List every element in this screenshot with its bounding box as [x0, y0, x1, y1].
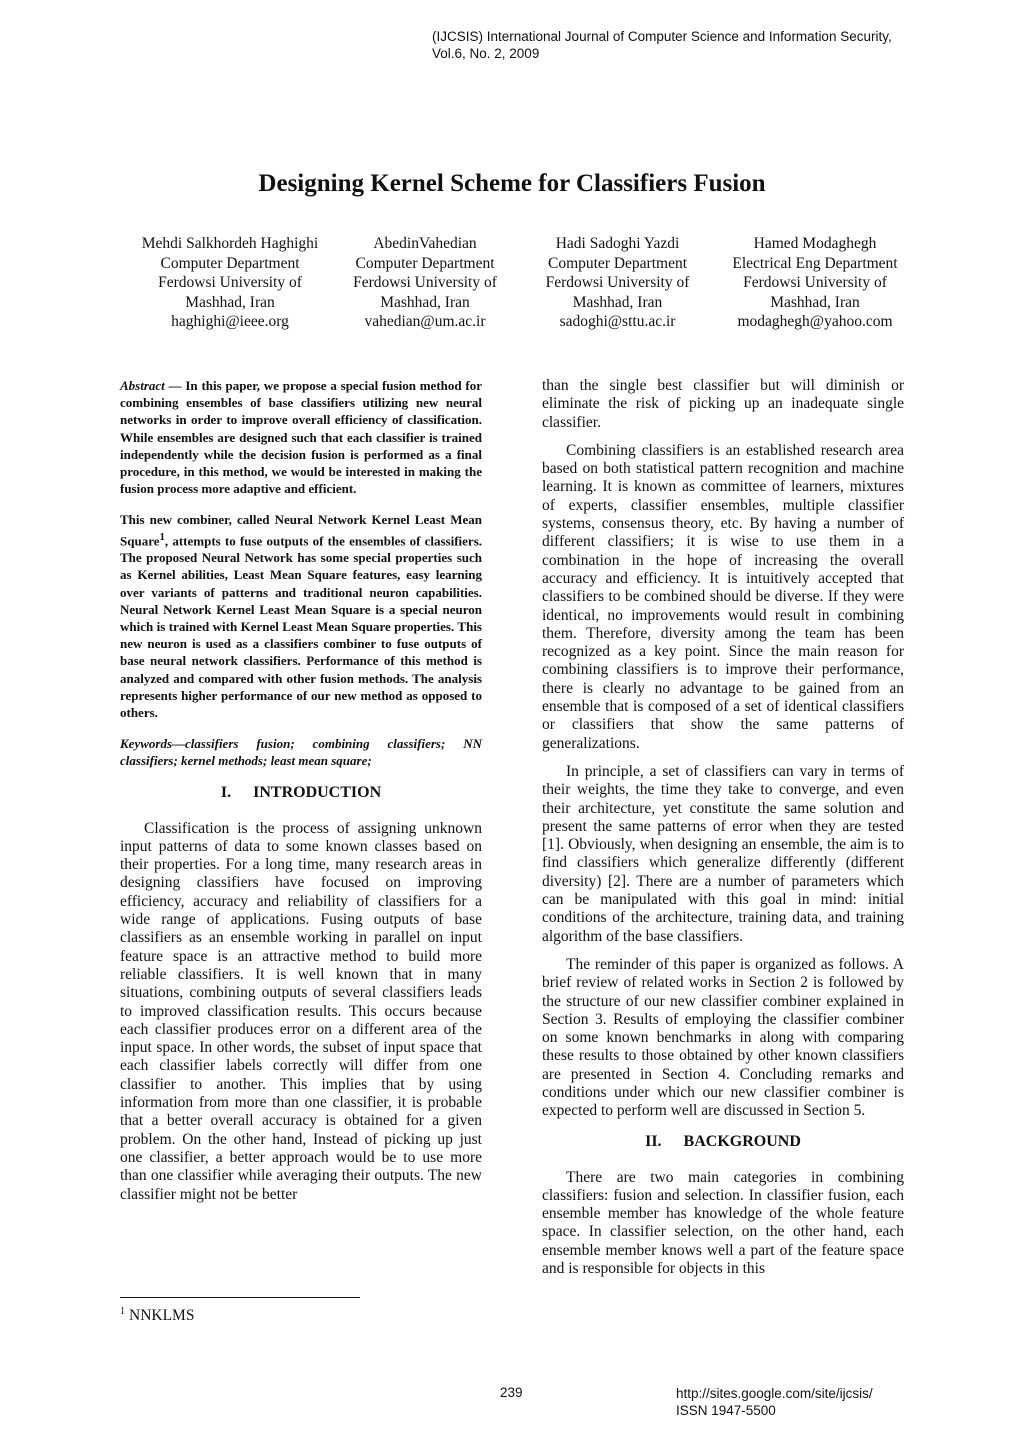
abstract-paragraph-2 [120, 511, 482, 721]
author-city: Mashhad, Iran [185, 293, 275, 311]
issn: ISSN 1947-5500 [676, 1403, 776, 1418]
author-email: haghighi@ieee.org [171, 313, 289, 330]
author-university: Ferdowsi University of [353, 274, 497, 291]
footnote-divider [120, 1297, 360, 1298]
journal-url: http://sites.google.com/site/ijcsis/ [676, 1386, 873, 1401]
author-email: vahedian@um.ac.ir [364, 313, 486, 330]
section-title: INTRODUCTION [253, 783, 382, 801]
author-name: Hadi Sadoghi Yazdi [555, 235, 680, 252]
author-university: Ferdowsi University of [158, 274, 302, 291]
footnote-mark: 1 [120, 1306, 125, 1317]
author-name: Hamed Modaghegh [753, 235, 877, 252]
author-name: Mehdi Salkhordeh Haghighi [141, 235, 319, 252]
footnote [120, 1306, 194, 1325]
paper-title: Designing Kernel Scheme for Classifiers Fusion [258, 170, 766, 197]
journal-header-line-2: Vol.6, No. 2, 2009 [432, 46, 540, 61]
keywords: Keywords—classifiers fusion; combining classifiers; NN classifiers; kernel methods; least mean square; [120, 736, 482, 769]
page-number: 239 [500, 1385, 523, 1400]
author-department: Computer Department [547, 254, 688, 272]
author-university: Ferdowsi University of [545, 274, 690, 291]
abstract-label: Abstract [120, 378, 165, 393]
author-block [335, 234, 515, 332]
journal-header [432, 28, 892, 62]
abstract-paragraph-1 [120, 377, 482, 497]
author-block [120, 234, 340, 332]
author-department: Computer Department [355, 254, 495, 272]
author-email: sadoghi@sttu.ac.ir [559, 313, 676, 330]
author-university: Ferdowsi University of [743, 274, 887, 291]
body-paragraph: In principle, a set of classifiers can vary in terms of their weights, the time they take to converge, and even their architecture, yet constitute the same solution and present the same patterns of error when they are tested [1]. Obviously, when designing an ensemble, the aim is to find classifiers which generalize differently (different diversity) [2]. There are a number of parameters which can be manipulated with this goal in mind: initial conditions of the architecture, training data, and training algorithm of the base classifiers. [542, 762, 904, 945]
author-name: AbedinVahedian [373, 235, 477, 252]
author-email: modaghegh@yahoo.com [737, 313, 893, 330]
author-block [525, 234, 710, 332]
section-title: BACKGROUND [683, 1132, 801, 1150]
author-department: Electrical Eng Department [732, 254, 898, 272]
journal-header-line-1: (IJCSIS) International Journal of Computer Science and Information Security, [432, 29, 892, 44]
left-column [120, 377, 482, 1204]
abstract-text: — In this paper, we propose a special fusion method for combining ensembles of base classifiers utilizing new neural networks in order to improve overall efficiency of classification. While ensembles are designed such that each classifier is trained independently while the decision fusion is performed as a final procedure, in this method, we would be interested in making the fusion process more adaptive and efficient. [120, 378, 482, 497]
footnote-marker: 1 [159, 530, 165, 543]
footer-info [676, 1385, 873, 1419]
body-paragraph: than the single best classifier but will diminish or eliminate the risk of picking up an inadequate single classifier. [542, 377, 904, 431]
body-paragraph: There are two main categories in combining classifiers: fusion and selection. In classifier fusion, each ensemble member has knowledge of the whole feature space. In classifier selection, on the other hand, each ensemble member knows well a part of the feature space and is responsible for objects in this [542, 1168, 904, 1278]
section-number: II. [645, 1132, 662, 1150]
abstract-text: , attempts to fuse outputs of the ensembles of classifiers. The proposed Neural Network has some special properties such as Kernel abilities, Least Mean Square features, easy learning over variants of patterns and traditional neuron capabilities. Neural Network Kernel Least Mean Square is a special neuron which is trained with Kernel Least Mean Square properties. This new neuron is used as a classifiers combiner to fuse outputs of base neural network classifiers. Performance of this method is analyzed and compared with other fusion methods. The analysis represents higher performance of our new method as opposed to others. [120, 532, 482, 720]
author-block [715, 234, 915, 332]
author-city: Mashhad, Iran [770, 293, 860, 311]
author-city: Mashhad, Iran [380, 293, 470, 311]
footnote-text: NNKLMS [129, 1307, 195, 1325]
author-city: Mashhad, Iran [572, 293, 663, 311]
body-paragraph: Classification is the process of assigning unknown input patterns of data to some known classes based on their properties. For a long time, many research areas in designing classifiers have focused on improving efficiency, accuracy and reliability of classifiers for a wide range of applications. Fusing outputs of base classifiers as an ensemble working in parallel on input feature space is an attractive method to build more reliable classifiers. It is well known that in many situations, combining outputs of several classifiers leads to improved classification results. This occurs because each classifier produces error on a different area of the input space. In other words, the subset of input space that each classifier labels correctly will differ from one classifier to another. This implies that by using information from more than one classifier, it is probable that a better overall accuracy is obtained for a given problem. On the other hand, Instead of picking up just one classifier, a better approach would be to use more than one classifier while averaging their outputs. The new classifier might not be better [120, 819, 482, 1203]
body-paragraph: Combining classifiers is an established research area based on both statistical pattern recognition and machine learning. It is known as committee of learners, mixtures of experts, classifier ensembles, multiple classifier systems, consensus theory, etc. By having a number of different classifiers; it is wise to use them in a combination in the hope of increasing the overall accuracy and efficiency. It is intuitively accepted that classifiers to be combined should be diverse. If they were identical, no improvements would result in combining them. Therefore, diversity among the team has been recognized as a key point. Since the main reason for combining classifiers is to improve their performance, there is clearly no advantage to be gained from an ensemble that is composed of a set of identical classifiers or classifiers that show the same patterns of generalizations. [542, 441, 904, 752]
section-heading-introduction [120, 784, 482, 802]
author-department: Computer Department [160, 254, 300, 272]
section-heading-background [542, 1133, 904, 1151]
body-paragraph: The reminder of this paper is organized as follows. A brief review of related works in Section 2 is followed by the structure of our new classifier combiner explained in Section 3. Results of employing the classifier combiner on some known benchmarks in along with comparing these results to those obtained by other known classifiers are presented in Section 4. Concluding remarks and conditions under which our new classifier combiner is expected to perform well are discussed in Section 5. [542, 955, 904, 1120]
section-number: I. [220, 783, 232, 801]
right-column [542, 377, 904, 1278]
abstract-text: This new combiner, called Neural Network Kernel Least Mean Square [120, 512, 482, 548]
